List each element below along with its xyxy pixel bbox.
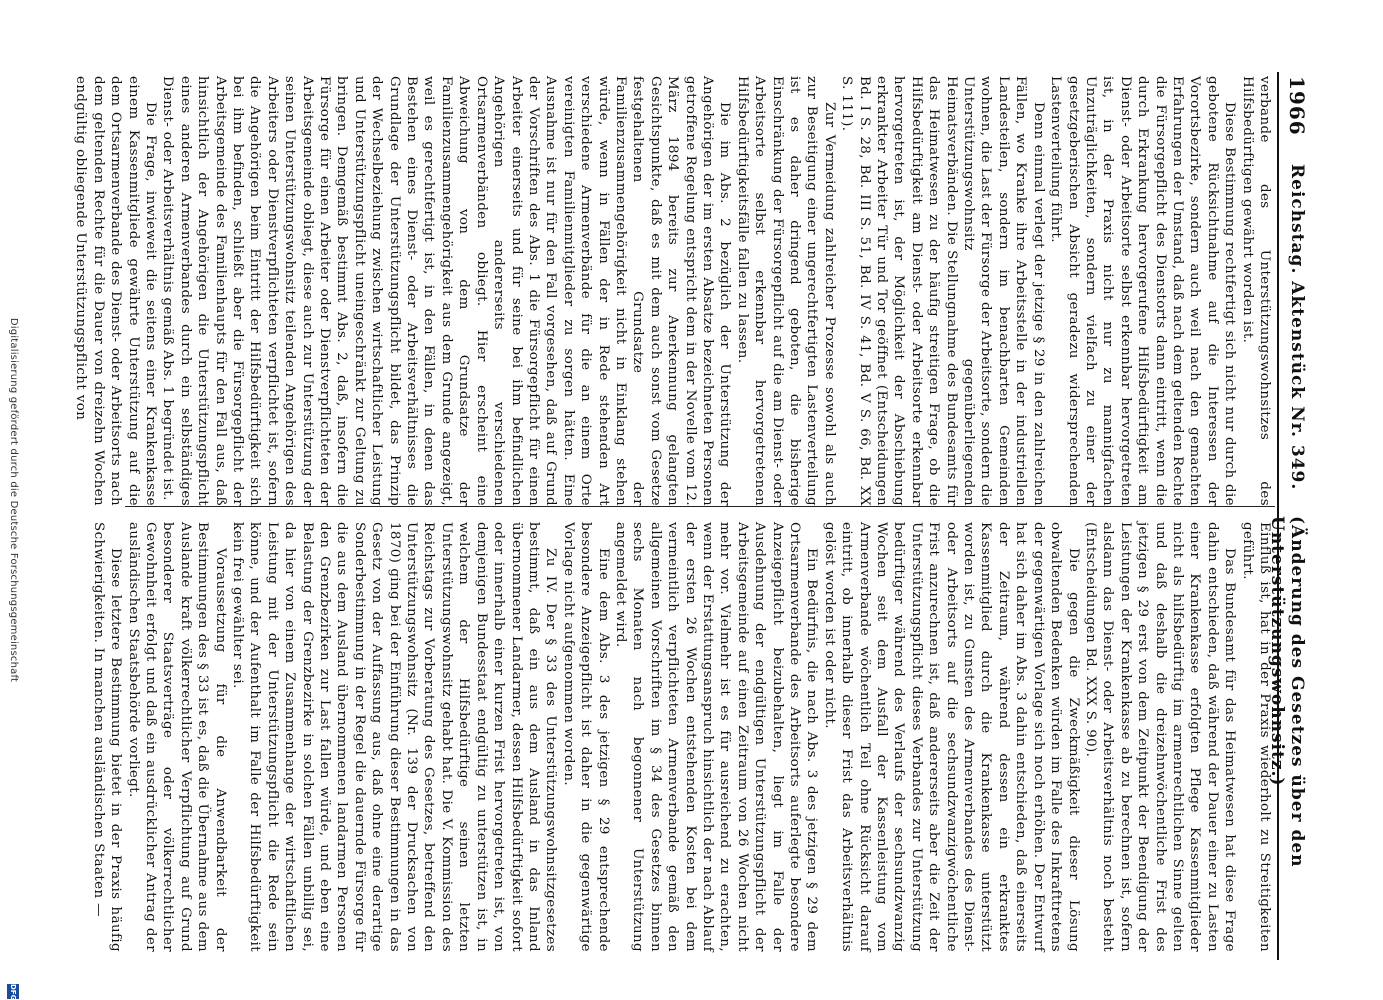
header-left-title: Reichstag. Aktenstück Nr. 349. xyxy=(1287,164,1307,491)
paragraph: Die im Abs. 2 bezüglich der Unterstützung der Angehörigen der im ersten Absatze bezeichneten Personen getroffene Regelung entspricht dem in der Novelle vom 12. März 1894 bereits zur Anerkennung gelangten Gesichtspunkte, daß es mit dem auch sonst vom Gesetze festgehaltenen Grundsatze der Familienzusammengehörigkeit nicht in Einklang stehen würde, wenn in Fällen der in Rede stehenden Art verschiedene Armenverbände für die an einem Orte vereinigten Familienmitglieder zu sorgen hätten. Eine Ausnahme ist nur für den Fall vorgesehen, daß auf Grund der Vorschriften des Abs. 1 die Fürsorgepflicht für einen Arbeiter einerseits und für seine bei ihm befindlichen Angehörigen andererseits verschiedenen Ortsarmenverbänden obliegt. Hier erscheint eine Abweichung von dem Grundsatze der Familienzusammengehörigkeit aus dem Grunde angezeigt, weil es gerechtfertigt ist, in den Fällen, in denen das Bestehen eines Dienst- oder Arbeitsverhältnisses die Grundlage der Unterstützungspflicht bildet, das Prinzip der Wechselbeziehung zwischen wirtschaftlicher Leistung und Unterstützungspflicht uneingeschränkt zur Geltung zu bringen. Demgemäß bestimmt Abs. 2, daß, insofern die Fürsorge für einen Arbeiter oder Dienstverpflichteten der Arbeitsgemeinde obliegt, diese auch zur Unterstützung der seinen Unterstützungswohnsitz teilenden Angehörigen des Arbeiters oder Dienstverpflichteten verpflichtet ist, sofern die Angehörigen beim Eintritt der Hilfsbedürftigkeit sich bei ihm befinden, schließt aber die Fürsorgepflicht der Arbeitsgemeinde des Familienhaupts für den Fall aus, daß hinsichtlich der Angehörigen die Unterstützungspflicht eines anderen Armenverbandes durch ein selbständiges Dienst- oder Arbeitsverhältnis gemäß Abs. 1 begründet ist. xyxy=(160,76,733,506)
paragraph: Zur Vermeidung zahlreicher Prozesse sowohl als auch zur Beseitigung einer ungerechtfertigten Lastenverteilung ist es daher dringend geboten, die bisherige Einschränkung der Fürsorgepflicht auf die am Dienst- oder Arbeitsorte selbst erkennbar hervorgetretenen Hilfsbedürftigkeitsfälle fallen zu lassen. xyxy=(734,76,837,506)
column-divider xyxy=(125,506,1275,507)
paragraph: Einfluß ist, hat in der Praxis wiederholt zu Streitigkeiten geführt. xyxy=(1239,522,1272,952)
paragraph: Die gegen die Zweckmäßigkeit dieser Lösung obwaltenden Bedenken würden im Falle des Inkrafttretens der gegenwärtigen Vorlage sich noch erhöhen. Der Entwurf hat sich daher im Abs. 3 dahin entschieden, daß einerseits der Zeitraum, während dessen ein erkranktes Kassenmitglied durch die Krankenkasse unterstützt worden ist, zu Gunsten des Armenverbandes des Dienst- oder Arbeitsorts auf die sechsundzwanzigwöchentliche Frist anzurechnen ist, daß andererseits aber die Zeit der Unterstützungspflicht dieses Verbandes zur Unterstützung bedürftiger während des Verlaufs der sechsundzwanzig Wochen seit dem Ausfall der Kassenleistung vom Armenverbande wöchentlich Teil ohne Rücksicht darauf eintritt, ob innerhalb dieser Frist das Arbeitsverhältnis gelöst worden ist oder nicht. xyxy=(821,522,1081,952)
digitization-credit: Digitalisierung gefördert durch die Deutsche Forschungsgemeinschaft xyxy=(8,317,19,683)
page-number: 1966 xyxy=(1285,76,1309,136)
paragraph: Diese Bestimmung rechtfertigt sich nicht nur durch die gebotene Rücksichtnahme auf die Interessen der Vorortsbezirke, sondern auch weil nach den gemachten Erfahrungen der Umstand, daß nach dem geltenden Rechte die Fürsorgepflicht des Dienstorts dann eintritt, wenn die durch Erkrankung hervorgerufene Hilfsbedürftigkeit am Dienst- oder Arbeitsorte selbst erkennbar hervorgetreten ist, in der Praxis nicht nur zu mannigfachen Unzuträglichkeiten, sondern vielfach zu einer der gesetzgeberischen Absicht geradezu widersprechenden Lastenverteilung führt. xyxy=(1048,76,1238,506)
paragraph: Das Bundesamt für das Heimatwesen hat diese Frage dahin entschieden, daß während der Dauer einer zu Lasten einer Krankenkasse erfolgten Pflege Kassenmitglieder nicht als hilfsbedürftig im armenrechtlichen Sinne gelten und daß deshalb die dreizehnwöchentliche Frist des jetzigen § 29 erst von dem Zeitpunkt der Beendigung der Leistungen der Krankenkasse ab zu berechnen ist, sofern alsdann das Dienst- oder Arbeitsverhältnis noch besteht (Entscheidungen Bd. XXX S. 90). xyxy=(1082,522,1238,952)
paragraph: verbande des Unterstützungswohnsitzes des Hilfsbedürftigen gewährt worden ist. xyxy=(1239,76,1272,506)
paragraph: Ein Bedürfnis, die nach Abs. 3 des jetzigen § 29 dem Ortsarmenverbande des Arbeitsorts auferlegte besondere Anzeigepflicht beizubehalten, liegt im Falle der Ausdehnung der endgültigen Unterstützungspflicht der Arbeitsgemeinde auf einen Zeitraum von 26 Wochen nicht mehr vor. Vielmehr ist es für ausreichend zu erachten, wenn der Erstattungsanspruch hinsichtlich der nach Ablauf der ersten 26 Wochen entstehenden Kosten bei dem vermeintlich verpflichteten Armenverbande gemäß den allgemeinen Vorschriften im § 34 des Gesetzes binnen sechs Monaten nach begonnener Unterstützung angemeldet wird. xyxy=(612,522,820,952)
paragraph: Diese letztere Bestimmung bietet in der Praxis häufig Schwierigkeiten. In manchen ausländischen Staaten — xyxy=(90,522,124,952)
paragraph: Die Frage, inwieweit die seitens einer Krankenkasse einem Kassenmitgliede gewährte Unterstützung auf die dem Ortsarmenverbande des Dienst- oder Arbeitsorts nach dem geltenden Rechte für die Dauer von dreizehn Wochen endgültig obliegende Unterstützungspflicht von xyxy=(73,76,158,506)
dfg-logo: DFG xyxy=(9,984,17,1000)
left-text-column xyxy=(73,76,1273,506)
right-text-column xyxy=(90,522,1273,952)
paragraph: Zu IV. Der § 33 des Unterstützungswohnsitzgesetzes bestimmt, daß ein aus dem Ausland in das Inland übernommener Landarmer, dessen Hilfsbedürftigkeit sofort oder innerhalb einer kurzen Frist hervorgetreten ist, von demjenigen Bundesstaat endgültig zu unterstützen ist, in welchem der Hilfsbedürftige seinen letzten Unterstützungswohnsitz gehabt hat. Die V. Kommission des Reichstags zur Vorberatung des Gesetzes, betreffend den Unterstützungswohnsitz (Nr. 139 der Drucksachen von 1870) ging bei der Einführung dieser Bestimmungen in das Gesetz von der Auffassung aus, daß ohne eine derartige Sonderbestimmung in der Regel die dauernde Fürsorge für die aus dem Ausland übernommenen landarmen Personen den Grenzbezirken zur Last fallen würde, und eben eine Belastung der Grenzbezirke in solchen Fällen unbillig sei, da hier von einem Zusammenhange der wirtschaftlichen Leistung mit der Unterstützungspflicht die Rede sein könne, und der Aufenthalt im Falle der Hilfsbedürftigkeit kein frei gewählter sei. xyxy=(230,522,559,952)
paragraph: Denn einmal verlegt der jetzige § 29 in den zahlreichen Fällen, wo Kranke ihre Arbeitsstelle in der industriellen Landesteilen, sondern im benachbarten Gemeinden wohnen, die Last der Fürsorge der Arbeitsorte, sondern die Unterstützungswohnsitz gegenüberliegenden Heimatsverbänden. Die Stellungnahme des Bundesamts für das Heimatwesen zu der häufig streitigen Frage, ob die Hilfsbedürftigkeit am Dienst- oder Arbeitsorte erkennbar hervorgetreten ist, der Möglichkeit der Abschiebung erkrankter Arbeiter Tür und Tor geöffnet (Entscheidungen Bd. I S. 28, Bd. III S. 51, Bd. IV S. 41, Bd. V S. 66, Bd. XX S. 111). xyxy=(839,76,1046,506)
paragraph: Voraussetzung für die Anwendbarkeit der Bestimmungen des § 33 ist es, daß die Übernahme aus dem Auslande kraft völkerrechtlicher Verpflichtung auf Grund besonderer Staatsverträge oder völkerrechtlicher Gewohnheit erfolgt und daß ein ausdrücklicher Antrag der ausländischen Staatsbehörde vorliegt. xyxy=(125,522,228,952)
header-right-title: (Änderung des Gesetzes über den Unterstützungswohnsitz.) xyxy=(1267,516,1307,868)
page-header xyxy=(1267,76,1309,960)
header-rule xyxy=(1277,72,1279,960)
paragraph: Eine dem Abs. 3 des jetzigen § 29 entsprechende besondere Anzeigepflicht ist daher in die gegenwärtige Vorlage nicht aufgenommen worden. xyxy=(560,522,611,952)
